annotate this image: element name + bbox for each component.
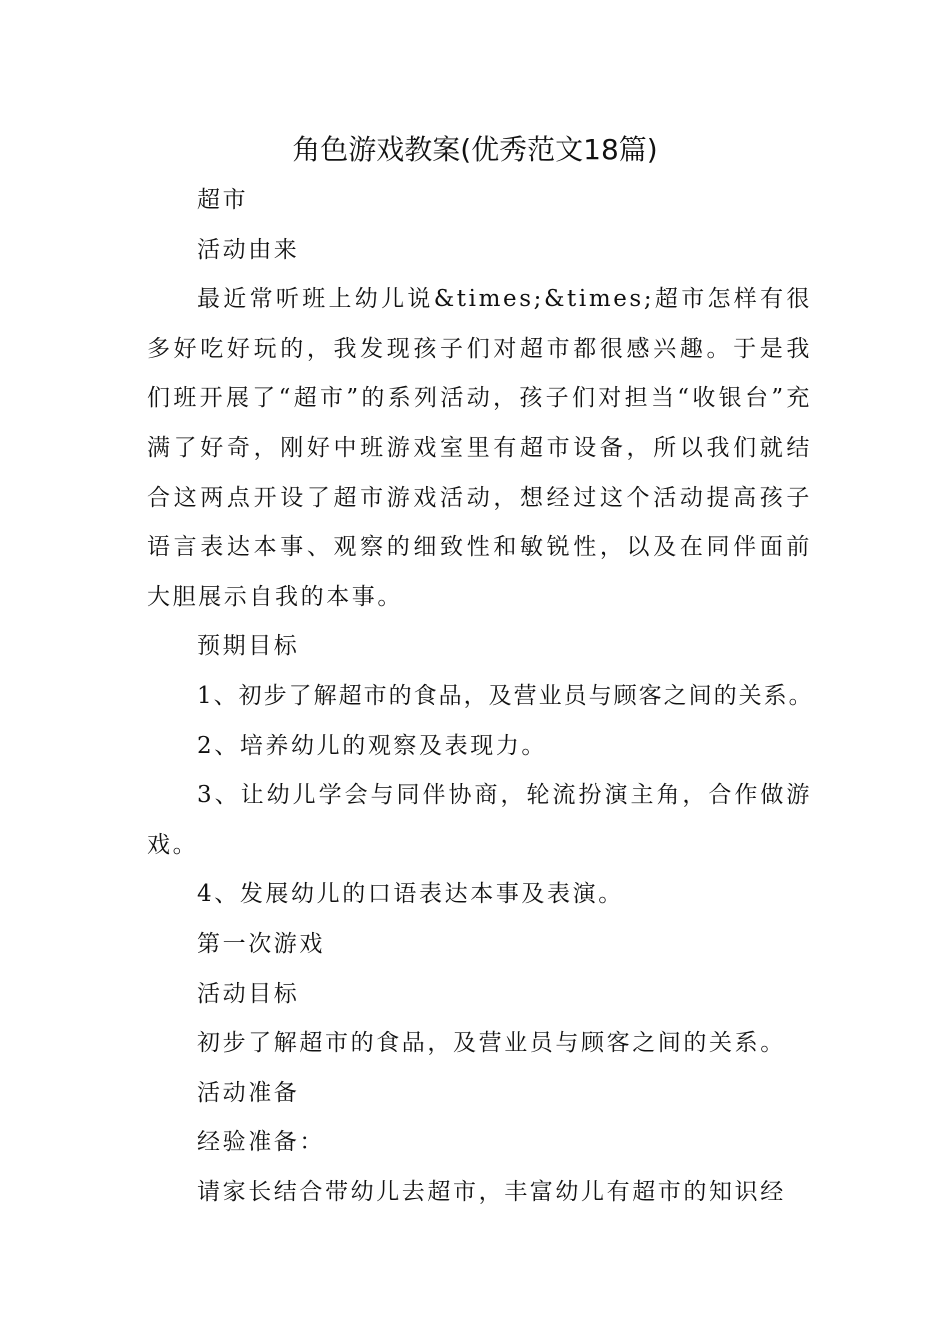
paragraph-supermarket: 超市 — [197, 187, 249, 213]
goal-item-4: 4、发展幼儿的口语表达本事及表演。 — [197, 881, 624, 908]
document-body — [147, 176, 812, 1217]
goal-item-3: 3、让幼儿学会与同伴协商，轮流扮演主角，合作做游戏。 — [147, 782, 812, 858]
goal-item-2: 2、培养幼儿的观察及表现力。 — [197, 732, 548, 759]
goal-item-1: 1、初步了解超市的食品，及营业员与顾客之间的关系。 — [197, 682, 814, 709]
paragraph-activity-origin: 最近常听班上幼儿说&times;&times;超市怎样有很多好吃好玩的，我发现孩子们对超市都很感兴趣。于是我们班开展了“超市”的系列活动，孩子们对担当“收银台”充满了好奇，刚好中班游戏室里有超市设备，所以我们就结合这两点开设了超市游戏活动，想经过这个活动提高孩子语言表达本事、观察的细致性和敏锐性，以及在同伴面前大胆展示自我的本事。 — [147, 286, 812, 610]
paragraph-experience-preparation: 请家长结合带幼儿去超市，丰富幼儿有超市的知识经 — [197, 1178, 786, 1205]
heading-first-game: 第一次游戏 — [197, 930, 325, 957]
heading-activity-origin: 活动由来 — [197, 236, 300, 263]
heading-activity-preparation: 活动准备 — [197, 1079, 300, 1106]
heading-expected-goals: 预期目标 — [197, 633, 300, 660]
heading-activity-goals: 活动目标 — [197, 980, 300, 1007]
heading-experience-preparation: 经验准备： — [197, 1129, 325, 1156]
paragraph-activity-goals: 初步了解超市的食品，及营业员与顾客之间的关系。 — [197, 1030, 786, 1057]
document-title: 角色游戏教案(优秀范文18篇) — [292, 133, 658, 166]
